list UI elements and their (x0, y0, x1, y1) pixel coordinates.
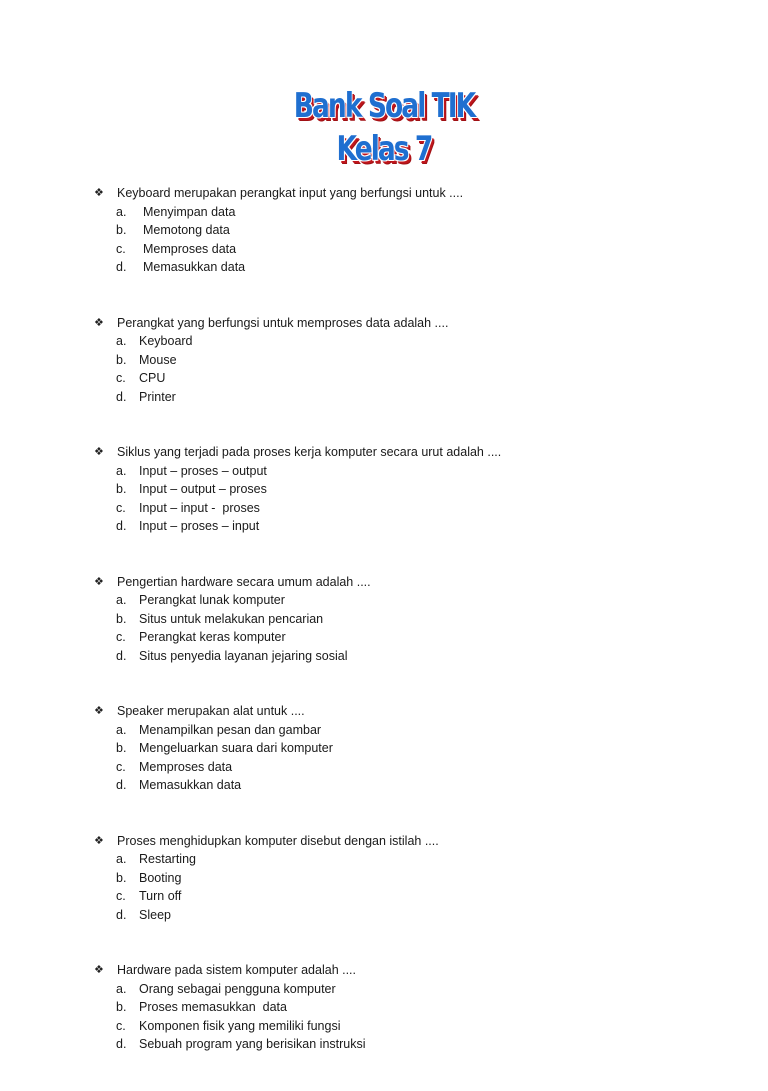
option-text: Keyboard (139, 334, 193, 348)
answer-option (0, 369, 768, 388)
question-line (0, 832, 768, 851)
diamond-bullet-icon: ❖ (94, 705, 104, 717)
option-text: Menampilkan pesan dan gambar (139, 722, 322, 737)
option-text: Memproses data (139, 759, 233, 774)
option-text: Input – input - proses (139, 500, 260, 515)
question-text: Perangkat yang berfungsi untuk memproses data adalah .... (117, 315, 449, 330)
question-item (0, 573, 768, 666)
answer-option (0, 240, 768, 259)
answer-option (0, 758, 768, 777)
option-letter: d. (116, 648, 127, 663)
question-item (0, 443, 768, 536)
option-letter: a. (116, 463, 127, 478)
answer-option (0, 887, 768, 906)
answer-option (0, 517, 768, 536)
option-text: Input – proses – output (139, 463, 267, 478)
answer-option (0, 721, 768, 740)
option-text: Situs untuk melakukan pencarian (139, 611, 324, 626)
option-text: Mouse (139, 352, 177, 367)
answer-option (0, 628, 768, 647)
question-text: Speaker merupakan alat untuk .... (117, 704, 305, 718)
option-letter: a. (116, 981, 127, 996)
option-letter: b. (116, 741, 127, 755)
option-text: Sebuah program yang berisikan instruksi (139, 1037, 366, 1051)
option-letter: a. (116, 852, 127, 866)
option-list (0, 462, 768, 536)
option-text: Turn off (139, 889, 182, 903)
answer-option (0, 739, 768, 758)
question-text: Keyboard merupakan perangkat input yang berfungsi untuk .... (117, 186, 464, 200)
question-item (0, 702, 768, 795)
option-text: Memasukkan data (143, 260, 246, 274)
question-text: Hardware pada sistem komputer adalah .... (117, 963, 357, 977)
question-list (0, 184, 768, 1091)
question-line (0, 573, 768, 592)
option-text: Input – output – proses (139, 482, 267, 496)
option-text: CPU (139, 371, 166, 385)
answer-option (0, 480, 768, 499)
option-text: Situs penyedia layanan jejaring sosial (139, 648, 348, 663)
answer-option (0, 462, 768, 481)
option-letter: c. (116, 371, 126, 385)
option-text: Menyimpan data (143, 204, 236, 219)
question-text: Proses menghidupkan komputer disebut dengan istilah .... (117, 833, 439, 848)
diamond-bullet-icon: ❖ (94, 964, 104, 976)
option-list (0, 332, 768, 406)
question-item (0, 961, 768, 1054)
option-letter: b. (116, 870, 127, 885)
question-item (0, 832, 768, 925)
option-letter: b. (116, 611, 127, 626)
answer-option (0, 850, 768, 869)
answer-option (0, 776, 768, 795)
option-list (0, 591, 768, 665)
answer-option (0, 1035, 768, 1054)
question-text: Siklus yang terjadi pada proses kerja komputer secara urut adalah .... (117, 445, 502, 459)
option-letter: d. (116, 907, 127, 922)
option-letter: a. (116, 593, 127, 607)
answer-option (0, 591, 768, 610)
question-line (0, 961, 768, 980)
page-title-line2: Kelas 7 (336, 129, 432, 169)
option-text: Komponen fisik yang memiliki fungsi (139, 1018, 341, 1033)
answer-option (0, 332, 768, 351)
question-item (0, 184, 768, 277)
option-letter: b. (116, 482, 127, 496)
answer-option (0, 258, 768, 277)
answer-option (0, 388, 768, 407)
question-line (0, 184, 768, 203)
option-text: Printer (139, 389, 176, 404)
option-text: Booting (139, 870, 182, 885)
diamond-bullet-icon: ❖ (94, 446, 104, 458)
answer-option (0, 203, 768, 222)
option-list (0, 850, 768, 924)
option-list (0, 980, 768, 1054)
answer-option (0, 998, 768, 1017)
option-letter: b. (116, 352, 127, 367)
diamond-bullet-icon: ❖ (94, 316, 104, 329)
option-letter: a. (116, 334, 127, 348)
option-list (0, 721, 768, 795)
option-text: Restarting (139, 852, 196, 866)
answer-option (0, 499, 768, 518)
option-letter: d. (116, 389, 127, 404)
option-letter: c. (116, 1018, 126, 1033)
option-text: Memotong data (143, 223, 230, 237)
option-text: Memasukkan data (139, 778, 242, 792)
answer-option (0, 647, 768, 666)
option-text: Proses memasukkan data (139, 1000, 287, 1014)
diamond-bullet-icon: ❖ (94, 187, 104, 199)
answer-option (0, 869, 768, 888)
option-text: Perangkat lunak komputer (139, 593, 285, 607)
option-text: Input – proses – input (139, 519, 260, 533)
question-line (0, 314, 768, 333)
option-letter: d. (116, 519, 127, 533)
question-line (0, 443, 768, 462)
question-text: Pengertian hardware secara umum adalah .... (117, 574, 371, 589)
answer-option (0, 351, 768, 370)
option-letter: c. (116, 889, 126, 903)
option-text: Mengeluarkan suara dari komputer (139, 741, 333, 755)
answer-option (0, 906, 768, 925)
option-letter: b. (116, 1000, 127, 1014)
option-letter: c. (116, 630, 126, 644)
option-letter: d. (116, 260, 127, 274)
answer-option (0, 610, 768, 629)
option-letter: a. (116, 722, 127, 737)
option-letter: a. (116, 204, 127, 219)
answer-option (0, 1017, 768, 1036)
option-letter: d. (116, 778, 127, 792)
option-letter: c. (116, 759, 126, 774)
option-text: Sleep (139, 907, 171, 922)
option-letter: c. (116, 500, 126, 515)
diamond-bullet-icon: ❖ (94, 575, 104, 588)
option-letter: d. (116, 1037, 127, 1051)
option-letter: b. (116, 223, 127, 237)
answer-option (0, 980, 768, 999)
option-letter: c. (116, 241, 126, 256)
answer-option (0, 221, 768, 240)
option-text: Orang sebagai pengguna komputer (139, 981, 336, 996)
diamond-bullet-icon: ❖ (94, 834, 104, 847)
page-title-line1: Bank Soal TIK (293, 86, 475, 126)
option-text: Perangkat keras komputer (139, 630, 286, 644)
option-list (0, 203, 768, 277)
question-item (0, 314, 768, 407)
option-text: Memproses data (143, 241, 237, 256)
question-line (0, 702, 768, 721)
